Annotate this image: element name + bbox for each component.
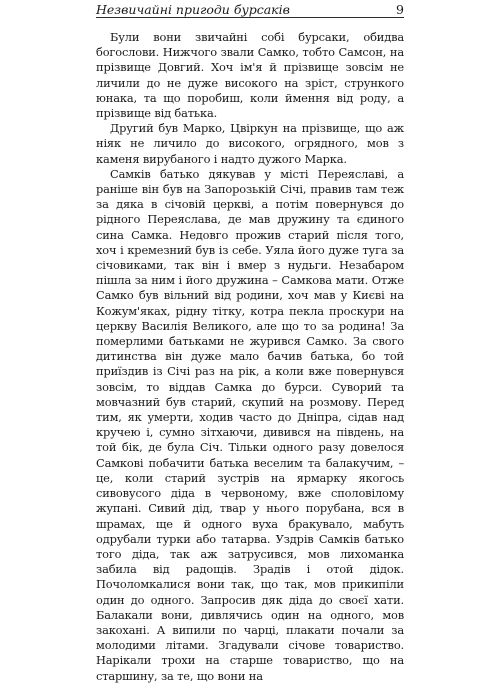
- paragraph: Другий був Марко, Цвіркун на прізвище, що аж ніяк не личило до високого, огрядного, мов з каменя вирубаного і надто дужого Марка.: [96, 121, 404, 166]
- paragraph: Були вони звичайні собі бурсаки, обидва богослови. Нижчого звали Самко, тобто Самсон, на прізвище Довгий. Хоч ім'я й прізвище зовсім не личили до не дуже високого на зріст, стрункого юнака, та що поробиш, коли ймення від роду, а прізвище від батька.: [96, 30, 404, 121]
- running-header: [96, 2, 404, 18]
- running-title: Незвичайні пригоди бурсаків: [96, 2, 290, 17]
- page-number: 9: [396, 2, 404, 17]
- paragraph: Самків батько дякував у місті Переяславі, а раніше він був на Запорозькій Січі, правив там теж за дяка в січовій церкві, а потім повернувся до рідного Переяслава, де мав дружину та єдиного сина Самка. Недовго прожив старий після того, хоч і кремезний був із себе. Уяла його дуже туга за січовиками, так він і вмер з нудьги. Незабаром пішла за ним і його дружина – Самкова мати. Отже Самко був вільний від родини, хоч мав у Києві на Кожум'яках, рідну тітку, котра пекла проскури на церкву Василія Великого, але що то за родина! За померлими батьками не журився Самко. За свого дитинства він дуже мало бачив батька, бо той приїздив із Січі раз на рік, а коли вже повернувся зовсім, то віддав Самка до бурси. Суворий та мовчазний був старий, скупий на розмову. Перед тим, як умерти, ходив часто до Дніпра, сідав над кручею і, сумно зітхаючи, дивився на південь, на той бік, де була Січ. Тільки одного разу довелося Самкові побачити батька веселим та балакучим, – це, коли старий зустрів на ярмарку якогось сивовусого діда в червоному, вже споловілому жупані. Сивий дід, твар у нього порубана, вся в шрамах, ще й одного вуха бракувало, мабуть одрубали турки або татарва. Уздрів Самків батько того діда, так аж затрусився, мов лихоманка забила від радощів. Зрадів і отой дідок. Почоломкалися вони так, що так, мов прикипіли один до одного. Запросив дяк діда до своєї хати. Балакали вони, дивлячись один на одного, мов закохані. А випили по чарці, плакати почали за молодими літами. Згадували січове товариство. Нарікали трохи на старше товариство, що на старшину, за те, що вони на: [96, 166, 404, 683]
- body-text: [96, 30, 404, 684]
